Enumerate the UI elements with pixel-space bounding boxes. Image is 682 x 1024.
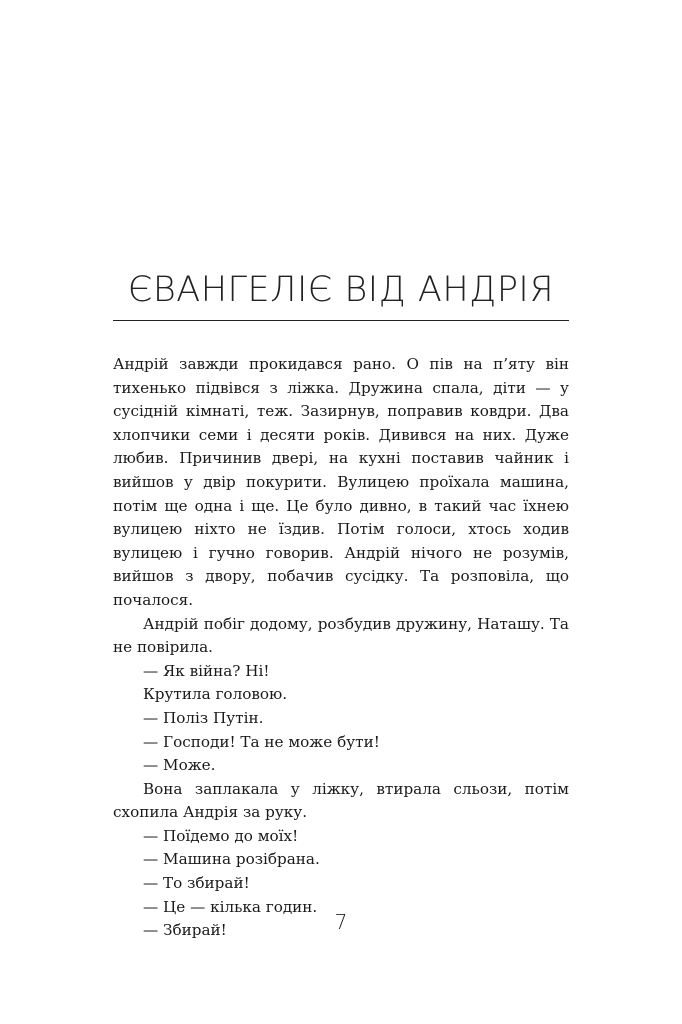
paragraph-1: Андрій завжди прокидався рано. О пів на п’яту він тихенько підвівся з ліжка. Дружина спала, діти — у сусідній кімнаті, теж. Зазирнув, поправив ковдри. Два хлопчики семи і десяти років. Дивився на них. Дуже любив. Причинив двері, на кухні поставив чайник і вийшов у двір покурити. Вулицею проїхала машина, потім ще одна і ще. Це було дивно, в такий час їхнею вулицею ніхто не їздив. Потім голоси, хтось ходив вулицею і гучно говорив. Андрій нічого не розумів, вийшов з двору, побачив сусідку. Та розповіла, що почалося. (113, 355, 569, 609)
dialogue-line-4: — Може. (143, 756, 216, 775)
paragraph-3: Вона заплакала у ліжку, втирала сльози, потім схопила Андрія за руку. (113, 779, 569, 822)
dialogue-line-2: — Поліз Путін. (143, 708, 264, 727)
title-divider (113, 320, 569, 321)
dialogue-line-8: — Це — кілька годин. (143, 897, 318, 916)
dialogue-line-6: — Машина розібрана. (143, 850, 320, 869)
paragraph-2: Андрій побіг додому, розбудив дружину, Наташу. Та не повірила. (113, 614, 569, 657)
dialogue-line-1: — Як війна? Ні! (143, 661, 270, 680)
narration-line-1: Крутила головою. (143, 685, 288, 704)
dialogue-line-3: — Господи! Та не може бути! (143, 732, 380, 751)
chapter-title: ЄВАНГЕЛІЄ ВІД АНДРІЯ (127, 270, 555, 310)
dialogue-line-9: — Збирай! (143, 921, 227, 940)
dialogue-line-5: — Поїдемо до моїх! (143, 826, 299, 845)
page-number: 7 (334, 910, 348, 934)
dialogue-line-7: — То збирай! (143, 874, 250, 893)
text-body (113, 353, 569, 943)
